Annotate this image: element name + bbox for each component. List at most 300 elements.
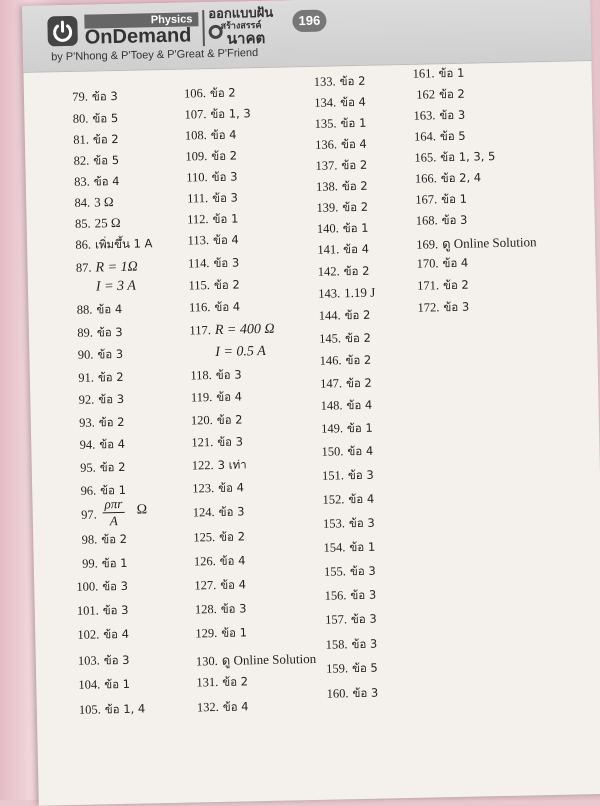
answer-number: 166. [403,171,437,187]
answer-number: 145. [307,331,341,347]
answer-value: ข้อ 3 [349,516,375,531]
thai-logo-line2: สร้างสรรค์ [220,22,273,32]
answer-number: 155. [312,564,346,580]
power-icon [46,15,79,48]
answer-value: ข้อ 3 [352,686,378,701]
answer-item [59,346,123,365]
answer-item [181,503,245,522]
answer-number: 116. [176,300,210,316]
answer-number: 143. [306,286,340,302]
answer-value: ข้อ 3 [350,588,376,603]
answer-number: 132. [185,700,219,716]
answer-value: ข้อ 4 [218,480,244,495]
answer-item [55,152,119,171]
answer-number [177,356,211,357]
answer-number: 118. [178,368,212,384]
answer-number: 90. [59,348,93,364]
answer-number: 111. [174,191,208,207]
answer-value: ข้อ 3 [213,255,239,270]
answer-value: ข้อ 4 [96,302,122,317]
answer-value: ข้อ 2 [341,158,367,173]
thai-logo-circle-icon [209,25,223,39]
answer-number: 91. [60,371,94,387]
answer-item [403,169,482,189]
answer-number: 159. [314,661,348,677]
answer-number: 156. [312,588,346,604]
answer-item [305,220,369,239]
answer-number: 97. [63,507,97,523]
answer-number: 163. [401,108,435,124]
header-divider [202,10,205,46]
answer-value: ข้อ 1 [349,540,375,555]
answer-item [172,105,251,125]
answer-number: 129. [183,626,217,642]
answer-value: ข้อ 4 [346,398,372,413]
answer-value: เพิ่มขึ้น 1 A [95,236,153,251]
answer-item [66,676,130,695]
answer-value: I = 0.5 A [215,344,266,360]
answer-value: 3 เท่า [218,457,247,472]
answer-item [312,563,376,582]
answer-number: 126. [182,554,216,570]
answer-value: ข้อ 3 [443,300,469,315]
answer-item [312,587,376,606]
answer-number: 128. [183,602,217,618]
answer-number: 84. [56,196,90,212]
answer-number: 99. [64,556,98,572]
answer-value: ข้อ 1 [102,556,128,571]
answer-item [178,388,242,407]
answer-item [314,685,378,704]
answer-number: 101. [65,603,99,619]
answer-value: ข้อ 4 [348,492,374,507]
answer-number: 162 [401,87,435,103]
answer-value: ข้อ 1 [441,192,467,207]
answer-value: ข้อ 3 [221,601,247,616]
answer-item [64,578,128,597]
answer-item [309,443,373,462]
answer-item [61,414,125,433]
answer-number: 89. [59,326,93,342]
page-header [22,0,591,73]
answer-value: ข้อ 4 [220,553,246,568]
answer-number: 112. [174,212,208,228]
answer-item [405,277,469,296]
answer-item [311,515,375,534]
answer-value: ข้อ 2 [219,529,245,544]
answer-item [180,479,244,498]
answer-number: 82. [55,154,89,170]
answer-number: 114. [175,256,209,272]
answer-item [302,94,366,113]
answer-value: ข้อ 3 [439,108,465,123]
answer-value: ข้อ 3 [348,468,374,483]
answer-item [178,366,242,385]
answer-value: ข้อ 5 [440,129,466,144]
answer-item [402,128,466,147]
answer-item [184,648,317,672]
answer-value: R = 1Ω [95,260,137,276]
answer-number: 161. [400,66,434,82]
answer-item [58,301,122,320]
answer-value: ข้อ 3 [351,612,377,627]
answer-value: ข้อ 4 [211,127,237,142]
answer-item [400,65,464,84]
answer-number: 148. [308,398,342,414]
answer-item [174,189,238,208]
answer-item [308,375,372,394]
answer-number: 94. [61,438,95,454]
answer-value: ข้อ 1 [104,677,130,692]
answer-item [182,576,246,595]
answer-number: 79. [54,90,88,106]
answer-value: ข้อ 3 [441,213,467,228]
answer-value: ข้อ 4 [94,174,120,189]
answer-value: ข้อ 2 [342,200,368,215]
answer-number: 130. [184,654,218,670]
answer-item [177,343,266,362]
answer-number: 165. [402,150,436,166]
answer-value: I = 3 A [96,279,136,295]
answer-number: 151. [310,468,344,484]
answer-value: ข้อ 1 [347,421,373,436]
answer-number: 139. [304,200,338,216]
answer-number: 154. [311,540,345,556]
answer-number: 141. [305,242,339,258]
answer-value: ข้อ 2 [443,278,469,293]
thai-logo-line3: นาคต [227,31,274,47]
answer-value: ข้อ 5 [93,153,119,168]
answer-value: ข้อ 4 [343,242,369,257]
answer-number: 92. [60,393,94,409]
answer-item [308,397,372,416]
answer-number: 107. [172,107,206,123]
answer-item [313,611,377,630]
answer-item [64,555,128,574]
answer-number: 100. [64,579,98,595]
answer-number: 80. [54,112,88,128]
answer-item [54,110,118,129]
thai-logo [208,7,274,47]
answer-value: 3 Ω [94,194,114,209]
answer-item [59,324,123,343]
answer-item [303,136,367,155]
answer-item [66,652,130,671]
answer-value: ข้อ 3 [98,392,124,407]
answer-value: ข้อ 3 [103,603,129,618]
book-page [22,0,600,806]
answer-item [56,173,120,192]
answer-item [404,231,537,255]
answer-item [306,307,370,326]
answer-item [173,126,237,145]
answer-item [185,698,249,717]
answer-number: 106. [172,86,206,102]
answer-number: 124. [181,505,215,521]
answer-number: 137. [303,158,337,174]
answer-value: ข้อ 4 [223,699,249,714]
answer-item [306,285,375,302]
brand-name: OnDemand [85,24,192,49]
answer-value: ข้อ 3 [104,653,130,668]
answer-item [314,660,378,679]
answer-number: 136. [303,137,337,153]
answer-value: ข้อ 3 [97,347,123,362]
answer-value: ข้อ 3 [351,637,377,652]
answer-number: 87. [57,261,91,277]
answer-item [172,84,236,103]
answer-item [62,459,126,478]
answer-number: 81. [55,133,89,149]
answer-value: ดู Online Solution [442,234,537,251]
answer-value: ข้อ 5 [92,111,118,126]
answer-item [57,259,137,278]
answer-number: 146. [307,353,341,369]
answer-item [61,436,125,455]
answer-item [302,73,366,92]
answer-value: ข้อ 1, 3 [210,106,251,121]
answer-number: 96. [62,484,96,500]
answer-value: ข้อ 3 [219,504,245,519]
answer-item [56,194,114,211]
answer-number: 117. [177,323,211,339]
answer-value: ข้อ 2 [100,460,126,475]
answer-item [183,600,247,619]
answer-item [67,701,146,721]
answer-value: 25 Ω [94,215,120,231]
answer-number: 160. [314,686,348,702]
answer-item [176,276,240,295]
answer-value: ข้อ 2 [439,87,465,102]
answer-value: ข้อ 2 [214,277,240,292]
answer-value: ข้อ 4 [213,232,239,247]
answer-item [182,552,246,571]
answer-item [302,115,366,134]
answer-value: ข้อ 3 [102,579,128,594]
answer-number: 167. [403,192,437,208]
answer-item [180,456,247,475]
answer-item [305,241,369,260]
q97-unit: Ω [136,502,147,518]
answer-number: 135. [302,116,336,132]
answer-value: ข้อ 2 [342,179,368,194]
answer-number: 140. [305,221,339,237]
answer-item [174,168,238,187]
answer-number: 119. [178,390,212,406]
answer-value: ข้อ 1 [100,483,126,498]
answer-value: ข้อ 3 [92,89,118,104]
answer-value: ข้อ 5 [352,661,378,676]
answer-value: ข้อ 2 [211,148,237,163]
answer-number: 102. [65,627,99,643]
answer-number: 170. [404,256,438,272]
answer-value: ข้อ 2, 4 [441,170,482,185]
answer-item [313,636,377,655]
answer-value: ข้อ 2 [217,412,243,427]
answer-number: 147. [308,376,342,392]
answer-number: 172. [405,300,439,316]
answer-number: 152. [310,492,344,508]
answer-item [56,215,120,232]
answer-value: R = 400 Ω [215,322,275,338]
answer-item [306,263,370,282]
answer-item [310,467,374,486]
q97-numerator: ρπr [102,496,124,513]
answer-value: ข้อ 2 [345,353,371,368]
thai-logo-line1: ออกแบบฝัน [208,7,273,21]
answer-value: ข้อ 4 [340,95,366,110]
answer-number: 110. [174,170,208,186]
answer-value: ข้อ 2 [210,85,236,100]
answer-value: ข้อ 3 [97,325,123,340]
answer-number: 164. [402,129,436,145]
answer-number: 86. [57,238,91,254]
answer-item [404,255,468,274]
answer-value: ข้อ 1 [438,66,464,81]
answer-number: 121. [179,435,213,451]
answer-number: 134. [302,95,336,111]
answer-item [65,602,129,621]
answer-item [65,626,129,645]
answer-number: 93. [61,416,95,432]
answer-item [183,624,247,643]
answer-number [58,291,92,292]
answer-number: 108. [173,128,207,144]
answer-value: ข้อ 4 [347,444,373,459]
answer-item [311,539,375,558]
answer-value: ข้อ 2 [222,674,248,689]
answer-number: 120. [179,413,213,429]
answer-value: ข้อ 2 [101,532,127,547]
answer-value: ข้อ 3 [217,434,243,449]
answer-item [184,673,248,692]
answer-item [175,254,239,273]
answer-value: ข้อ 4 [220,577,246,592]
answer-number: 125. [181,530,215,546]
answer-item [307,352,371,371]
answer-value: ข้อ 4 [216,389,242,404]
answer-number: 123. [180,481,214,497]
answer-value: ข้อ 2 [99,415,125,430]
answer-number: 144. [306,308,340,324]
answer-value: ข้อ 2 [340,74,366,89]
q97-fraction [102,496,124,529]
answer-value: ข้อ 2 [346,376,372,391]
answer-item [177,321,275,340]
answer-item [60,391,124,410]
answer-value: ดู Online Solution [222,651,317,668]
answer-item [63,531,127,550]
answer-item [304,199,368,218]
answer-item [405,299,469,318]
answer-value: ข้อ 2 [344,264,370,279]
answer-number: 103. [66,653,100,669]
answer-number: 138. [304,179,338,195]
answer-item [63,506,101,523]
answer-item [403,191,467,210]
answer-number: 109. [173,149,207,165]
answer-item [304,178,368,197]
answer-number: 133. [302,74,336,90]
answer-value: ข้อ 1, 3, 5 [440,149,495,164]
answer-number: 115. [176,278,210,294]
author-credits: by P'Nhong & P'Toey & P'Great & P'Friend [51,47,258,63]
answer-value: ข้อ 4 [214,299,240,314]
answer-number: 127. [182,578,216,594]
answer-number: 131. [184,675,218,691]
answer-value: ข้อ 2 [98,370,124,385]
answer-item [401,107,465,126]
answer-item [403,212,467,231]
answer-number: 83. [56,175,90,191]
answer-number: 142. [306,264,340,280]
answer-value: ข้อ 4 [442,256,468,271]
answer-item [58,278,136,297]
answer-value: ข้อ 4 [99,437,125,452]
answer-item [307,330,371,349]
subject-tag: Physics [84,12,198,28]
answer-number: 168. [404,213,438,229]
answer-number: 122. [180,458,214,474]
answer-value: ข้อ 3 [350,564,376,579]
answer-number: 171. [405,278,439,294]
answer-item [174,210,238,229]
answer-value: ข้อ 2 [93,132,119,147]
answer-value: ข้อ 2 [344,308,370,323]
answer-number: 153. [311,516,345,532]
answer-number: 98. [63,532,97,548]
answer-number: 95. [62,461,96,477]
answer-item [401,86,465,105]
answer-item [57,235,153,255]
answer-item [54,88,118,107]
answer-value: ข้อ 4 [341,137,367,152]
answer-number: 169. [404,237,438,253]
answer-item [179,411,243,430]
answer-value: ข้อ 1, 4 [105,702,146,717]
answer-number: 85. [56,217,90,233]
answer-value: 1.19 J [344,285,375,301]
answer-item [309,420,373,439]
answer-value: ข้อ 2 [345,331,371,346]
answer-value: ข้อ 4 [103,627,129,642]
answer-number: 149. [309,421,343,437]
answer-number: 88. [58,303,92,319]
answer-item [175,231,239,250]
page-number: 196 [292,10,326,33]
answer-value: ข้อ 1 [221,625,247,640]
answer-value: ข้อ 1 [340,116,366,131]
answer-item [60,369,124,388]
answer-item [310,491,374,510]
answer-number: 113. [175,233,209,249]
answer-number: 104. [66,677,100,693]
answer-item [179,433,243,452]
answer-item [173,147,237,166]
answer-number: 150. [309,444,343,460]
answer-value: ข้อ 3 [216,367,242,382]
q97-denominator: A [103,513,125,529]
answer-value: ข้อ 3 [212,169,238,184]
answer-number: 157. [313,612,347,628]
answer-item [303,157,367,176]
answer-value: ข้อ 3 [212,190,238,205]
answer-item [181,528,245,547]
answer-number: 105. [67,702,101,718]
answer-number: 158. [313,637,347,653]
answer-item [402,148,495,168]
answer-item [176,298,240,317]
